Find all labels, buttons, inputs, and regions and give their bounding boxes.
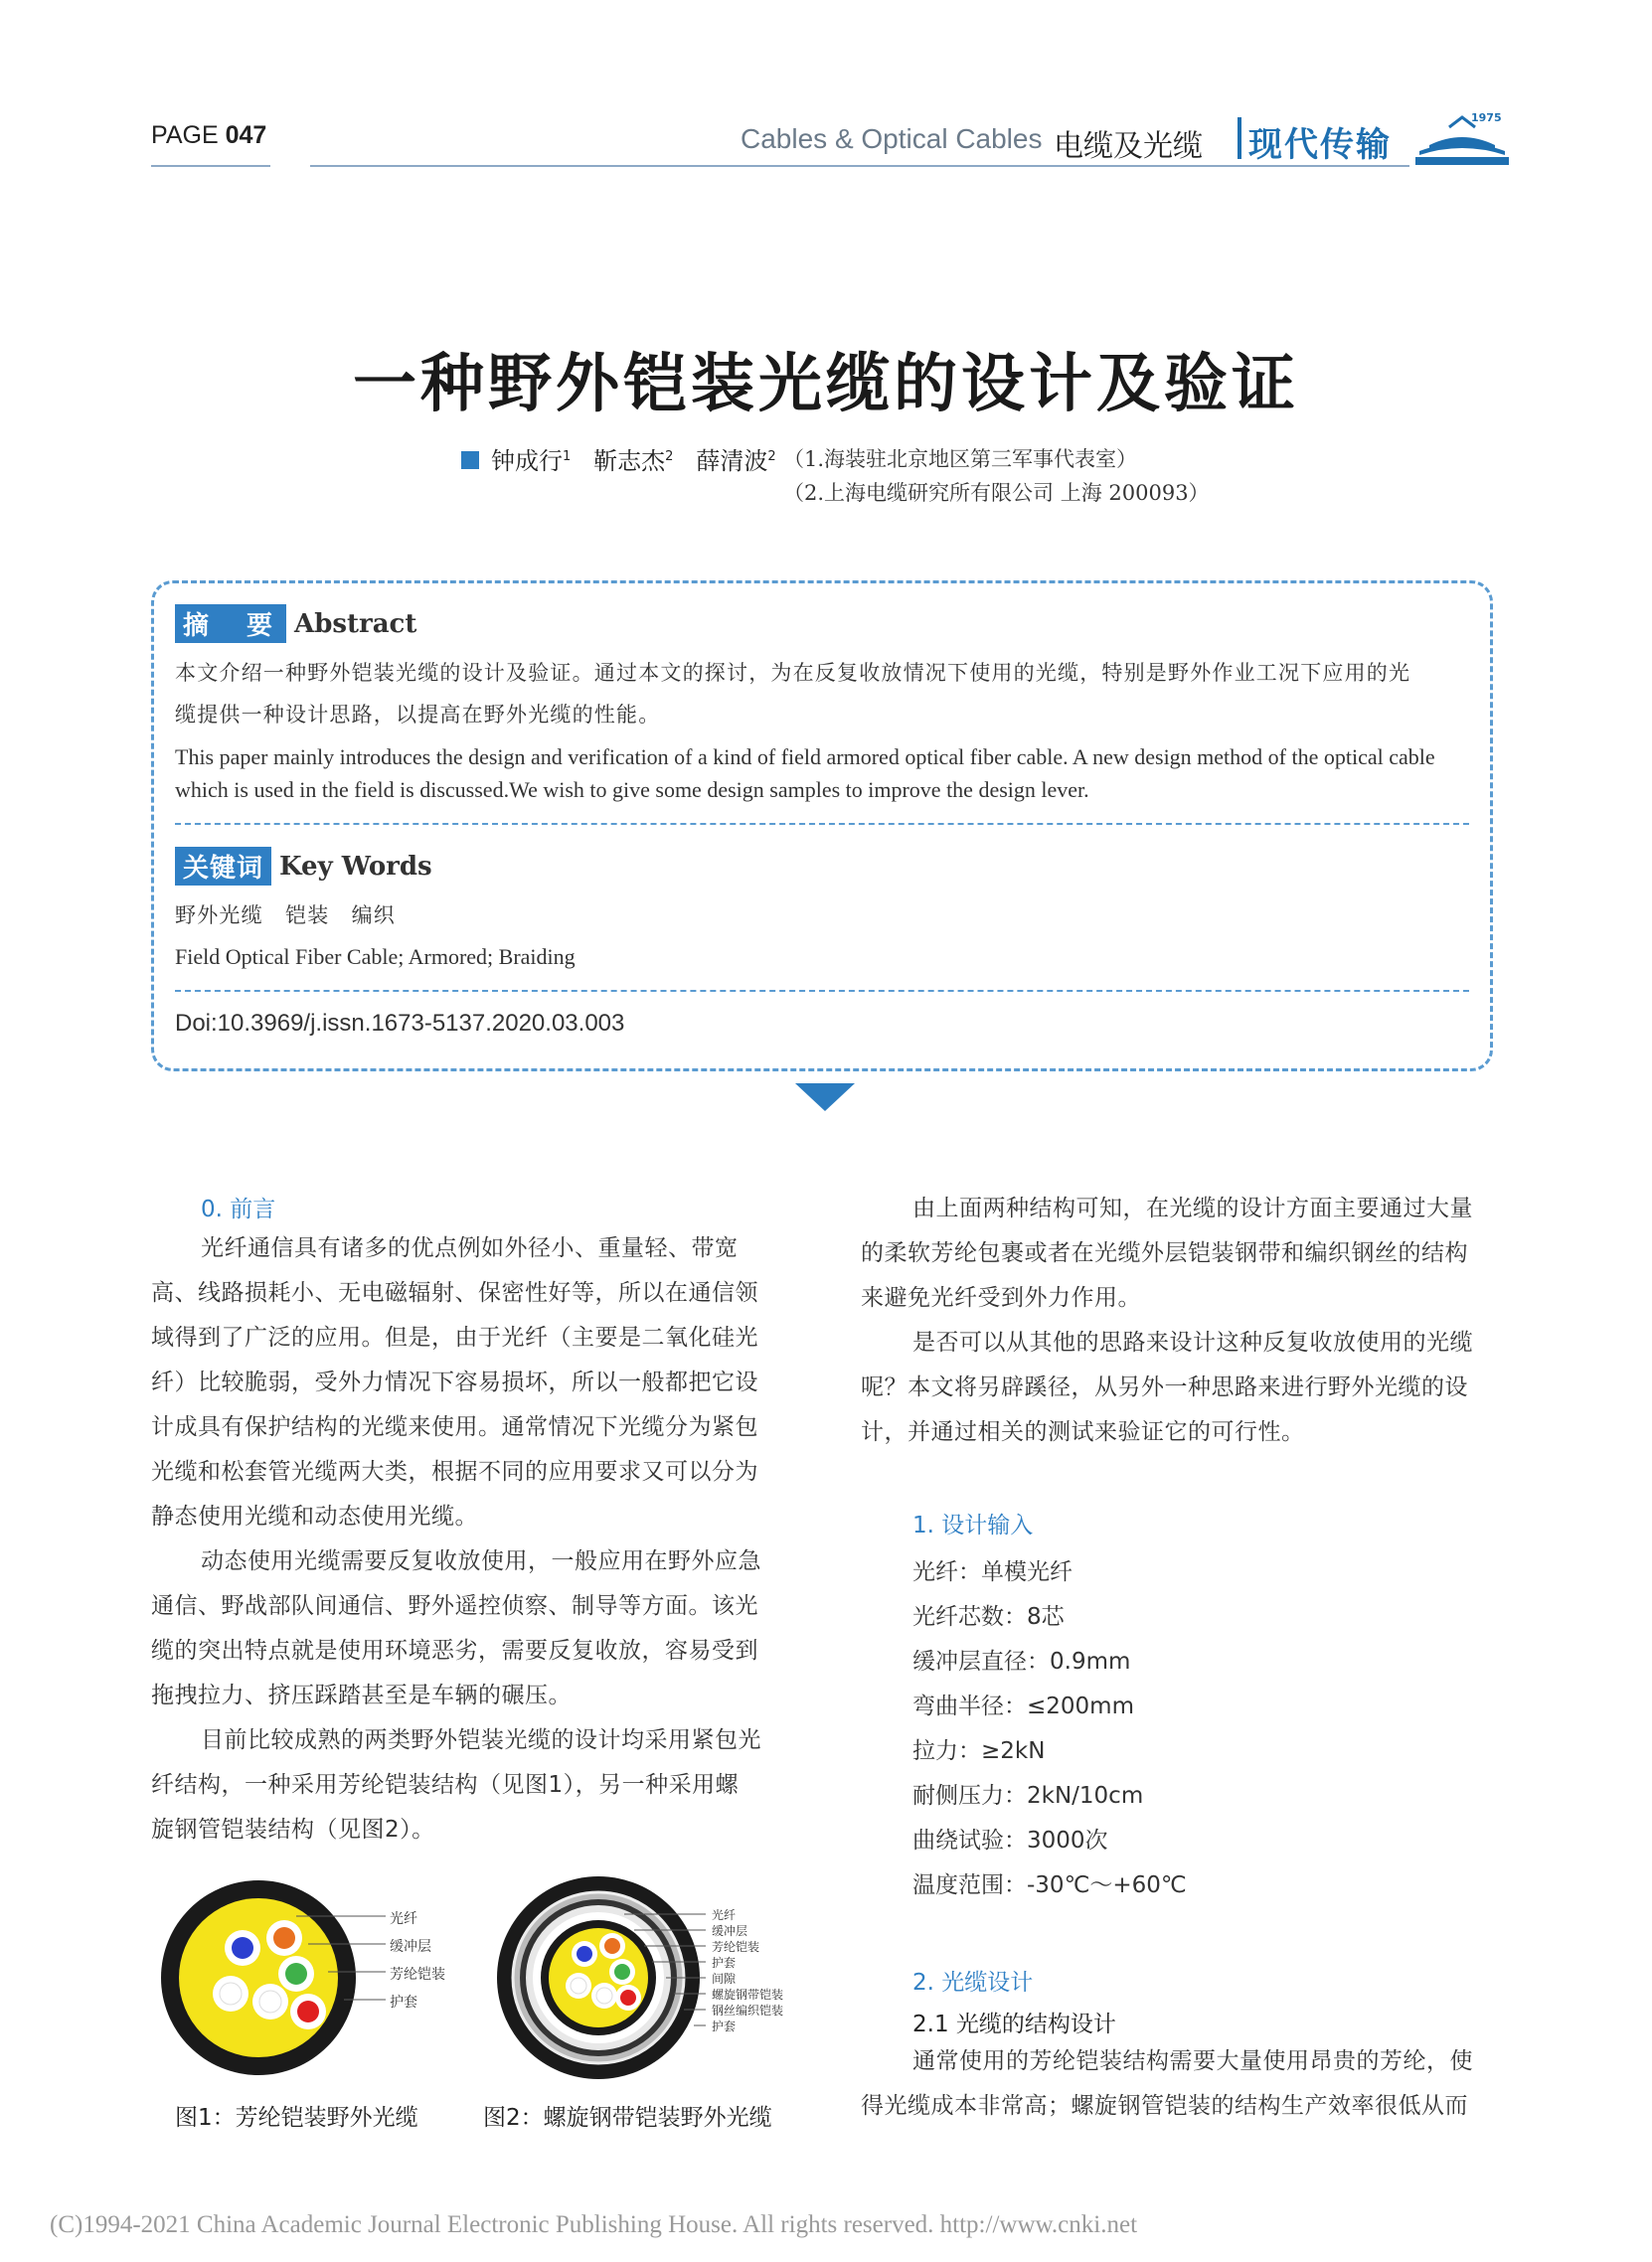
figure-2-cable-cross-section bbox=[495, 1874, 803, 2083]
body-line: 拖拽拉力、挤压踩踏甚至是车辆的碾压。 bbox=[151, 1683, 572, 1708]
down-arrow-icon bbox=[795, 1083, 855, 1111]
fig2-label: 光纤 bbox=[712, 1908, 737, 1922]
abstract-en-line: which is used in the field is discussed.We wish to give some design samples to improve the design lever. bbox=[175, 777, 1089, 802]
page-label: PAGE bbox=[151, 121, 219, 149]
body-line: 纤结构，一种采用芳纶铠装结构（见图1），另一种采用螺 bbox=[151, 1772, 740, 1798]
spec-line: 缓冲层直径：0.9mm bbox=[912, 1649, 1131, 1675]
section-heading-0: 0. 前言 bbox=[201, 1197, 276, 1222]
author-affiliation-mark: 2 bbox=[767, 449, 776, 464]
spec-line: 拉力：≥2kN bbox=[912, 1738, 1046, 1764]
fig1-label: 护套 bbox=[390, 1995, 417, 2011]
body-line: 缆的突出特点就是使用环境恶劣，需要反复收放，容易受到 bbox=[151, 1638, 758, 1664]
abstract-heading bbox=[175, 604, 416, 643]
abstract-title-en: Abstract bbox=[294, 608, 417, 639]
body-line: 来避免光纤受到外力作用。 bbox=[861, 1285, 1141, 1311]
keywords-cn: 野外光缆 铠装 编织 bbox=[175, 903, 396, 927]
author-name: 薛清波 bbox=[696, 447, 768, 475]
body-line: 纤）比较脆弱，受外力情况下容易损坏，所以一般都把它设 bbox=[151, 1370, 758, 1395]
body-line: 高、线路损耗小、无电磁辐射、保密性好等，所以在通信领 bbox=[151, 1280, 758, 1306]
abstract-divider bbox=[175, 823, 1469, 825]
abstract-cn-line: 缆提供一种设计思路，以提高在野外光缆的性能。 bbox=[175, 703, 661, 727]
fig2-label: 芳纶铠装 bbox=[712, 1940, 760, 1954]
body-line: 的柔软芳纶包裹或者在光缆外层铠装钢带和编织钢丝的结构 bbox=[861, 1240, 1468, 1266]
author-affiliation-mark: 2 bbox=[665, 449, 674, 464]
article-title: 一种野外铠装光缆的设计及验证 bbox=[353, 348, 1299, 421]
body-line: 目前比较成熟的两类野外铠装光缆的设计均采用紧包光 bbox=[201, 1727, 761, 1753]
spec-line: 耐侧压力：2kN/10cm bbox=[912, 1783, 1144, 1809]
body-line: 通常使用的芳纶铠装结构需要大量使用昂贵的芳纶，使 bbox=[912, 2048, 1473, 2074]
spec-line: 温度范围：-30℃～+60℃ bbox=[912, 1872, 1187, 1898]
spec-line: 光纤芯数：8芯 bbox=[912, 1604, 1065, 1630]
figure-1-caption: 图1：芳纶铠装野外光缆 bbox=[175, 2105, 418, 2131]
keywords-divider bbox=[175, 990, 1469, 992]
body-line: 是否可以从其他的思路来设计这种反复收放使用的光缆 bbox=[912, 1330, 1473, 1356]
body-line: 动态使用光缆需要反复收放使用，一般应用在野外应急 bbox=[201, 1548, 761, 1574]
fig2-label: 护套 bbox=[712, 2020, 737, 2033]
section-title-en: Cables & Optical Cables bbox=[741, 123, 1043, 154]
author-name: 靳志杰 bbox=[593, 447, 666, 475]
doi: Doi:10.3969/j.issn.1673-5137.2020.03.003 bbox=[175, 1010, 625, 1037]
keywords-title-en: Key Words bbox=[279, 851, 432, 882]
author-list bbox=[491, 441, 776, 476]
section-heading-2: 2. 光缆设计 bbox=[912, 1970, 1034, 1996]
keywords-en: Field Optical Fiber Cable; Armored; Braiding bbox=[175, 944, 576, 969]
aramid-layer bbox=[179, 1898, 338, 2057]
fig2-label: 钢丝编织铠装 bbox=[712, 2004, 784, 2018]
body-line: 光纤通信具有诸多的优点例如外径小、重量轻、带宽 bbox=[201, 1235, 739, 1261]
affiliation-2: （2.上海电缆研究所有限公司 上海 200093） bbox=[783, 481, 1210, 505]
body-line: 域得到了广泛的应用。但是，由于光纤（主要是二氧化硅光 bbox=[151, 1325, 758, 1351]
author-affiliation-mark: 1 bbox=[563, 449, 572, 464]
journal-logo bbox=[1409, 107, 1515, 167]
abstract-cn-line: 本文介绍一种野外铠装光缆的设计及验证。通过本文的探讨，为在反复收放情况下使用的光缆，特别是野外作业工况下应用的光 bbox=[175, 661, 1411, 685]
spec-line: 光纤：单模光纤 bbox=[912, 1559, 1073, 1585]
page-number-value: 047 bbox=[225, 121, 267, 149]
body-line: 计成具有保护结构的光缆来使用。通常情况下光缆分为紧包 bbox=[151, 1414, 758, 1440]
body-line: 光缆和松套管光缆两大类，根据不同的应用要求又可以分为 bbox=[151, 1459, 758, 1485]
page-number bbox=[151, 121, 266, 150]
figure-2-caption: 图2：螺旋钢带铠装野外光缆 bbox=[483, 2105, 772, 2131]
author-bullet bbox=[461, 451, 479, 469]
fig1-label: 光纤 bbox=[390, 1911, 417, 1927]
header-separator bbox=[1238, 117, 1241, 159]
keywords-heading bbox=[175, 847, 432, 886]
body-line: 呢？本文将另辟蹊径，从另外一种思路来进行野外光缆的设 bbox=[861, 1374, 1468, 1400]
fig2-label: 缓冲层 bbox=[712, 1924, 748, 1938]
abstract-tag: 摘 要 bbox=[175, 604, 286, 643]
logo-year: 1975 bbox=[1471, 111, 1502, 124]
body-line: 由上面两种结构可知，在光缆的设计方面主要通过大量 bbox=[912, 1196, 1473, 1221]
section-heading-1: 1. 设计输入 bbox=[912, 1513, 1034, 1538]
body-line: 得光缆成本非常高；螺旋钢管铠装的结构生产效率很低从而 bbox=[861, 2093, 1468, 2119]
section-title-cn: 电缆及光缆 bbox=[1054, 129, 1203, 164]
fig2-label: 螺旋钢带铠装 bbox=[712, 1988, 784, 2002]
subsection-heading-2-1: 2.1 光缆的结构设计 bbox=[912, 2012, 1116, 2037]
body-line: 静态使用光缆和动态使用光缆。 bbox=[151, 1504, 478, 1530]
keywords-tag: 关键词 bbox=[175, 847, 271, 886]
header-rule-left bbox=[151, 165, 270, 167]
abstract-en-line: This paper mainly introduces the design and verification of a kind of field armored optical fiber cable. A new design method of the optical cable bbox=[175, 744, 1435, 769]
journal-name: 现代传输 bbox=[1248, 125, 1392, 165]
affiliation-1: （1.海装驻北京地区第三军事代表室） bbox=[783, 447, 1138, 471]
fig2-label: 间隙 bbox=[712, 1972, 737, 1986]
fig2-label: 护套 bbox=[712, 1956, 737, 1970]
fig1-label: 缓冲层 bbox=[390, 1939, 431, 1955]
body-line: 计，并通过相关的测试来验证它的可行性。 bbox=[861, 1419, 1305, 1445]
copyright-notice: (C)1994-2021 China Academic Journal Electronic Publishing House. All rights reserved. http://www.cnki.net bbox=[50, 2211, 1138, 2238]
body-line: 旋钢管铠装结构（见图2）。 bbox=[151, 1817, 435, 1843]
author-name: 钟成行 bbox=[491, 447, 563, 475]
fig1-label: 芳纶铠装 bbox=[390, 1967, 445, 1983]
spec-line: 弯曲半径：≤200mm bbox=[912, 1694, 1134, 1719]
spec-line: 曲绕试验：3000次 bbox=[912, 1828, 1108, 1854]
body-line: 通信、野战部队间通信、野外遥控侦察、制导等方面。该光 bbox=[151, 1593, 758, 1619]
